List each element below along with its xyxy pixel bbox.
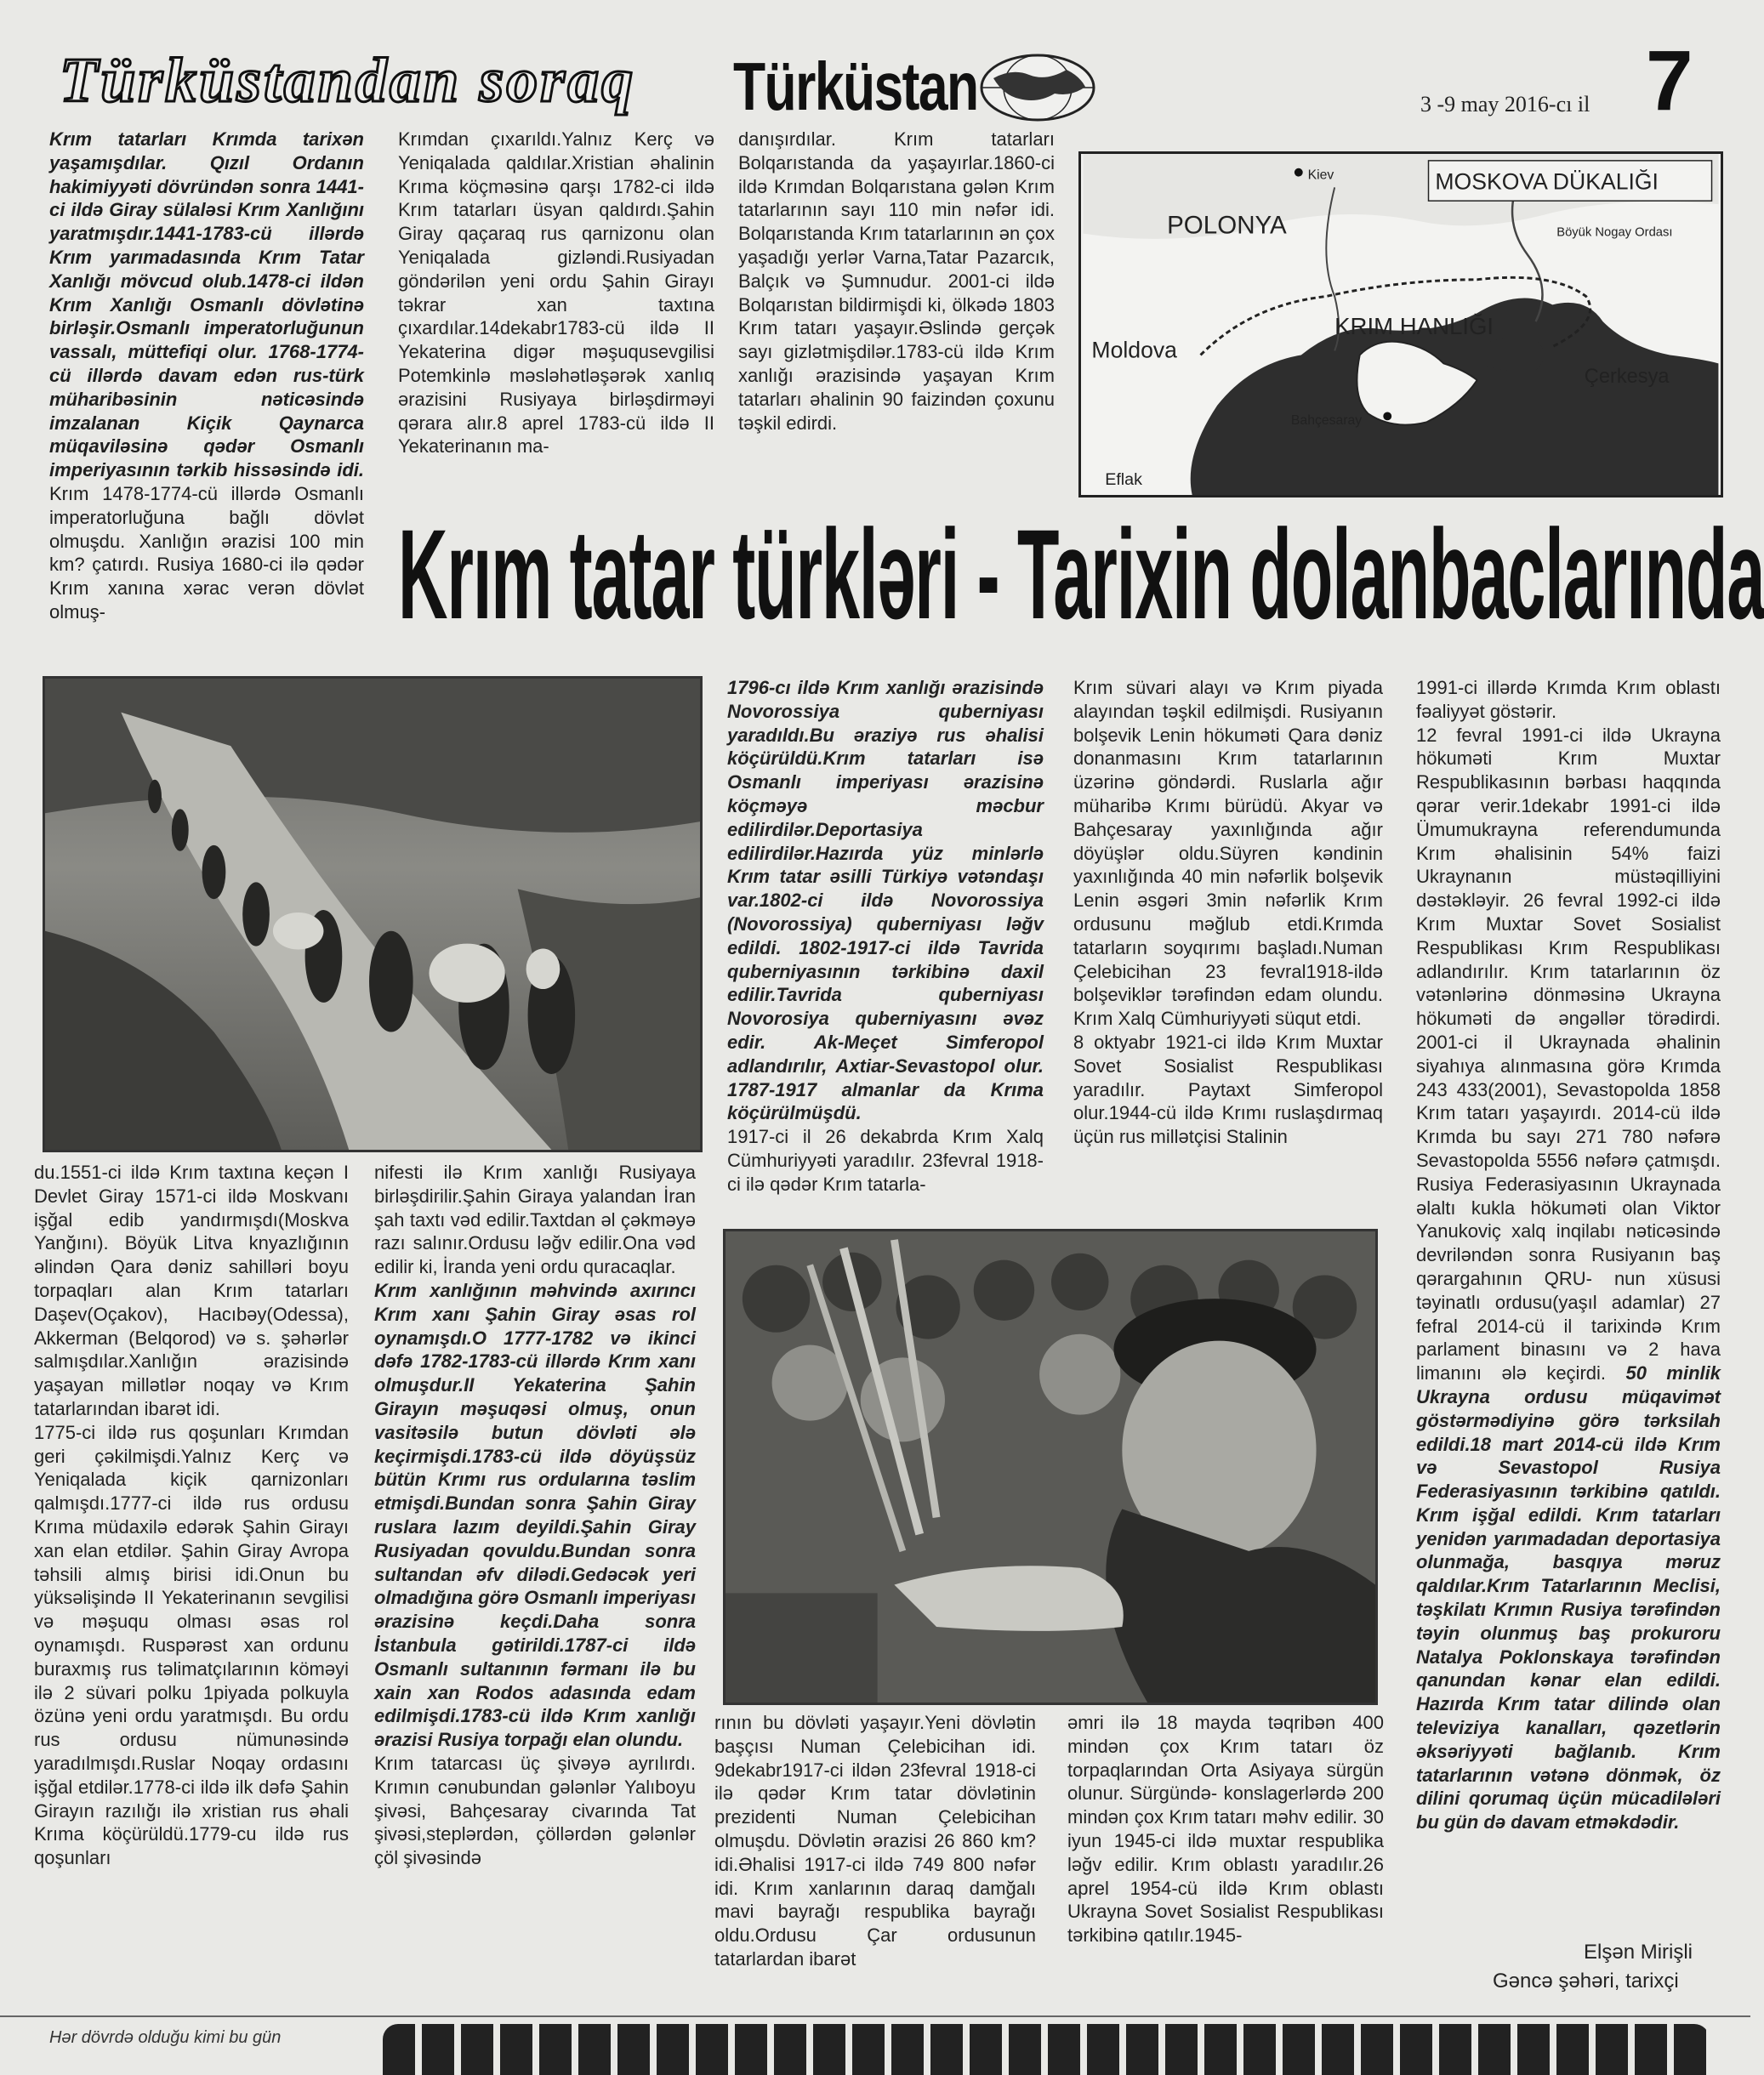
- article-column-bot-2: [374, 1161, 696, 2011]
- article-column-bot-4: əmri ilə 18 mayda təqribən 400 mindən çox Krım tatarı öz torpaqlarından Orta Asiyaya sürgün olunur. Sürgündə- konslagerlərdə 200 mindən çox Krım tatarı məhv edilir. 30 iyun 1945-ci ildə muxtar respublika ləğv edilir. Krım oblastı yaradılır.26 aprel 1954-cü ildə Krım oblastı Ukrayna Sovet Sosialist Respublikası tərkibinə qatılır.1945-: [1067, 1712, 1384, 1947]
- paragraph: du.1551-ci ildə Krım taxtına keçən I Devlet Giray 1571-ci ildə Moskvanı işğal edib yandırmışdı(Moskva Yanğını). Böyük Litva knyazlığının əlindən Qara dəniz sahilləri boyu torpaqları alan Krım tatarları Daşev(Oçakov), Hacıbəy(Odessa), Akkerman (Belqorod) və s. şəhərlər salmışdılar.Xanlığın ərazisində yaşayan millətlər noqay və Krım tatarlarından ibarət idi.: [34, 1162, 349, 1419]
- map-label-kiev: Kiev: [1307, 168, 1334, 183]
- next-article-headline-fragment: [383, 2024, 1710, 2051]
- article-column-mid-3: [727, 676, 1044, 1195]
- crimean-khanate-map: [1078, 151, 1723, 497]
- article-column-top-1: [49, 128, 364, 663]
- paragraph: 1775-ci ildə rus qoşunları Krımdan geri çəkilmişdi.Yalnız Kerç və Yeniqalada kiçik qarnizonları qalmışdı.1777-ci ildə rus ordusu Krıma müdaxilə edərək Şahin Girayı xan elan etdilər. Şahin Giray Avropa təhsili almış birisi idi.Onun bu yüksəlişində II Yekaterinanın sevgilisi və məşuqu olması əsas rol oynamışdı. Ruspərəst xan ordunu buraxmış rus təlimatçılarının köməyi ilə 2 süvari polku 1piyada polkuyla özünə yeni ordu yaratmışdı. Bu ordu rus ordusu nümunəsində yaradılmışdı.Ruslar Noqay ordasını işğal etdilər.1778-ci ildə ilk dəfə Şahin Girayın razılığı ilə xristian rus əhali Krıma köçürüldü.1779-cu ildə rus qoşunları: [34, 1421, 349, 1869]
- protest-photo: [723, 1229, 1378, 1705]
- map-label-bahcesaray: Bahçesaray: [1290, 413, 1363, 429]
- paragraph: Krım tatarları Krımda tarixən yaşamışdılar. Qızıl Ordanın hakimiyyəti dövründən sonra 1441-ci ildə Giray sülaləsi Krım Xanlığını yaratmışdır.1441-1783-cü illərdə Krım yarımadasında Krım Tatar Xanlığı mövcud olub.1478-ci ildən Krım Xanlığı Osmanlı dövlətinə birləşir.Osmanlı imperatorluğunun vassalı, müttefiqi olur. 1768-1774-cü illərdə davam edən rus-türk müharibəsinin nəticəsində imzalanan Kiçik Qaynarca müqaviləsinə qədər Osmanlı imperiyasının tərkib hissəsində idi.: [49, 128, 364, 481]
- map-label-moscow: MOSKOVA DÜKALIĞI: [1435, 168, 1659, 195]
- masthead: Türküstan: [733, 48, 978, 124]
- paragraph: 8 oktyabr 1921-ci ildə Krım Muxtar Sovet Sosialist Respublikası yaradılır. Paytaxt Simferopol olur.1944-cü ildə Krımı ruslaşdırmaq üçün rus millətçisi Stalinin: [1073, 1031, 1383, 1148]
- paragraph: nifesti ilə Krım xanlığı Rusiyaya birləşdirilir.Şahin Giraya yalandan İran şah taxtı vəd edilir.Taxtdan əl çəkməyə razı salınır.Ordusu ləğv edilir.Ona vəd edilir ki, İranda yeni ordu quracaqlar.: [374, 1162, 696, 1278]
- map-label-eflak: Eflak: [1105, 470, 1142, 490]
- paragraph: 1917-ci il 26 dekabrda Krım Xalq Cümhuriyyəti yaradılır. 23fevral 1918-ci ilə qədər Krım tatarla-: [727, 1126, 1044, 1195]
- author-place: Gəncə şəhəri, tarixçi: [1493, 1970, 1679, 1993]
- article-column-top-2: Krımdan çıxarıldı.Yalnız Kerç və Yeniqalada qaldılar.Xristian əhalinin Krıma köçməsinə qarşı 1782-ci ildə Krım tatarları üsyan qaldırdı.Şahin Giray qaçaraq rus qarnizonu olan Yeniqalada gizləndi.Rusiyadan göndərilən yeni ordu Şahin Girayı təkrar xan taxtına çıxardılar.14dekabr1783-cü ildə II Yekaterina digər məşuqusevgilisi Potemkinlə məsləhətləşərək xanlıq ərazisini Rusiyaya birləşdirməyi qərara alır.8 aprel 1783-cü ildə II Yekaterinanın ma-: [398, 128, 714, 458]
- paragraph: Krım süvari alayı və Krım piyada alayından təşkil edilmişdi. Rusiyanın bolşevik Lenin hökuməti Qara dəniz donanmasını Krım tatarlarının üzərinə göndərdi. Ruslarla ağır müharibə Krımı bürüdü. Akyar və Bahçesaray yaxınlığında ağır döyüşlər oldu.Süyren kəndinin yaxınlığında 40 min nəfərlik bolşevik Lenin əsgəri 3min nəfərlik Krım ordusunu məğlub etdi.Krımda tatarların soyqırımı başladı.Numan Çelebicihan 23 fevral1918-ildə bolşeviklər tərəfindən edam olundu. Krım Xalq Cümhuriyyəti süqut etdi.: [1073, 677, 1383, 1030]
- paragraph: Krım tatarcası üç şivəyə ayrılırdı. Krımın cənubundan gələnlər Yalıboyu şivəsi, Bahçesaray civarında Tat şivəsi,steplərdən, çöllərdən gələnlər çöl şivəsində: [374, 1752, 696, 1869]
- issue-date: 3 -9 may 2016-cı il: [1420, 92, 1590, 117]
- article-column-bot-3: rının bu dövləti yaşayır.Yeni dövlətin başçısı Numan Çelebicihan idi. 9dekabr1917-ci ildən 23fevral 1918-ci ilə qədər Krım tatar dövlətinin prezidenti Numan Çelebicihan olmuşdu. Dövlətin ərazisi 26 860 km? idi.Əhalisi 1917-ci ildə 749 800 nəfər idi. Krım xanlarının daraq damğalı mavi bayrağı respublika bayrağı oldu.Ordusu Çar ordusunun tatarlardan ibarət: [714, 1712, 1036, 1970]
- map-label-nogay: Böyük Nogay Ordası: [1556, 225, 1673, 240]
- page-number: 7: [1646, 33, 1693, 128]
- footer-note: Hər dövrdə olduğu kimi bu gün: [49, 2028, 282, 2047]
- section-title: Türküstandan soraq: [60, 46, 636, 116]
- article-column-top-3: danışırdılar. Krım tatarları Bolqarıstanda da yaşayırlar.1860-ci ildə Krımdan Bolqarıstana gələn Krım tatarlarının sayı 110 min nəfər idi. Bolqarıstanda Krım tatarlarının ən çox yaşadığı yerlər Varna,Tatar Pazarcık, Balçık və Şumnudur. 2001-ci ildə Bolqarıstan bildirmişdi ki, ölkədə 1803 Krım tatarı yaşayır.Əslində gerçək sayı gizlətmişdilər.1783-cü ildə Krım xanlığı ərazisində yaşayan Krım tatarları əhalinin 90 faizindən çoxunu təşkil edirdi.: [738, 128, 1055, 434]
- article-column-mid-4: [1073, 676, 1383, 1220]
- article-column-right-5: [1416, 676, 1721, 1930]
- map-label-crimea: KRIM HANLIĞI: [1334, 312, 1494, 339]
- article-column-bot-1: [34, 1161, 349, 2011]
- map-label-cerkesya: Çerkesya: [1584, 365, 1670, 388]
- paragraph: 1796-cı ildə Krım xanlığı ərazisində Novorossiya quberniyası yaradıldı.Bu əraziyə rus əhalisi köçürüldü.Krım tatarları isə Osmanlı imperiyası ərazisinə köçməyə məcbur edilirdilər.Deportasiya edilirdilər.Hazırda yüz minlərlə Krım tatar əsilli Türkiyə vətəndaşı var.1802-ci ildə Novorossiya (Novorossiya) quberniyası ləğv edildi. 1802-1917-ci ildə Tavrida quberniyasının tərkibinə daxil edilir.Tavrida quberniyası Novorosiya quberniyasını əvəz edir. Ak-Meçet Simferopol adlandırılır, Axtiar-Sevastopol olur. 1787-1917 almanlar da Krıma köçürülmüşdü.: [727, 677, 1044, 1124]
- paragraph: Krım 1478-1774-cü illərdə Osmanlı imperatorluğuna bağlı dövlət olmuşdu. Xanlığın ərazisi 100 min km? çatırdı. Rusiya 1680-ci ilə qədər Krım xanına xərac verən dövlət olmuş-: [49, 482, 364, 622]
- paragraph: Krım xanlığının məhvində axırıncı Krım xanı Şahin Giray əsas rol oynamışdı.O 1777-1782 və ikinci dəfə 1782-1783-cü illərdə Krım xanı olmuşdur.II Yekaterina Şahin Girayın məşuqəsi olmuş, onun vasitəsilə butun dövləti ələ keçirmişdi.1783-cü ildə döyüşsüz bütün Krımı rus ordularına təslim etmişdi.Bundan sonra Şahin Giray ruslara lazım deyildi.Şahin Giray Rusiyadan qovuldu.Bundan sonra sultandan əfv dilədi.Gedəcək yeri olmadığına görə Osmanlı imperiyası ərazisinə keçdi.Daha sonra İstanbula gətirildi.1787-ci ildə Osmanlı sultanının fərmanı ilə bu xain xan Rodos adasında edam edilmişdi.1783-cü ildə Krım xanlığı ərazisi Rusiya torpağı elan olundu.: [374, 1279, 696, 1751]
- paragraph: 1991-ci illərdə Krımda Krım oblastı fəaliyyət göstərir.: [1416, 677, 1721, 722]
- paragraph: 12 fevral 1991-ci ildə Ukrayna hökuməti Krım Muxtar Respublikasının bərbası haqqında qərar verir.1dekabr 1991-ci ildə Ümumukrayna referendumunda Krım əhalisinin 54% faizi Ukraynanın müstəqilliyini dəstəkləyir. 26 fevral 1992-ci ildə Krım Muxtar Sovet Sosialist Respublikası Krım Respublikası adlandırılır. Krım tatarlarının öz vətənlərinə dönməsinə Ukrayna hökuməti də əngəllər törədirdi. 2001-ci il Ukraynada əhalinin siyahıya alınmasına görə Krımda 243 433(2001), Sevastopolda 1858 Krım tatarı yaşayırdı. 2014-cü ildə Krımda bu sayı 271 780 nəfərə Sevastopolda 5556 nəfərə çatmışdı. Rusiya Federasiyasının Ukraynada əlaltı kukla hökuməti olan Viktor Yanukoviç xalq inqilabı nəticəsində devriləndən sonra Rusiyanın baş qərargahının QRU- nun xüsusi təyinatlı ordusu(yaşıl adamlar) 27 fefral 2014-cü il tarixində Krım parlament binasını və 2 hava limanını ələ keçirdi.: [1416, 724, 1721, 1384]
- footer-divider: [0, 2015, 1750, 2017]
- map-label-poland: POLONYA: [1167, 211, 1287, 240]
- map-label-moldova: Moldova: [1091, 337, 1177, 363]
- paragraph: 50 minlik Ukrayna ordusu müqavimət göstərmədiyinə görə tərksilah edildi.18 mart 2014-cü ildə Krım və Sevastopol Rusiya Federasiyasının tərkibinə qatıldı. Krım işğal edildi. Krım tatarları yenidən yarımadadan deportasiya olunmağa, basqıya məruz qaldılar.Krım Tatarlarının Meclisi, təşkilatı Krımın Rusiya tərəfindən təyin olunmuş baş prokuroru Natalya Poklonskaya tərəfindən qanundan kənar elan edildi. Hazırda Krım tatar dilində olan televiziya kanalları, qəzetlərin əksəriyyəti bağlanıb. Krım tatarlarının vətənə dönmək, öz dilini qorumaq üçün mücadilələri bu gün də davam etməkdədir.: [1416, 1362, 1721, 1833]
- deportation-photo: [43, 676, 703, 1152]
- headline: Krım tatar türkləri - Tarixin dolanbaclarında: [398, 503, 1764, 645]
- globe-logo-icon: [978, 53, 1097, 122]
- author-name: Elşən Mirişli: [1584, 1941, 1693, 1964]
